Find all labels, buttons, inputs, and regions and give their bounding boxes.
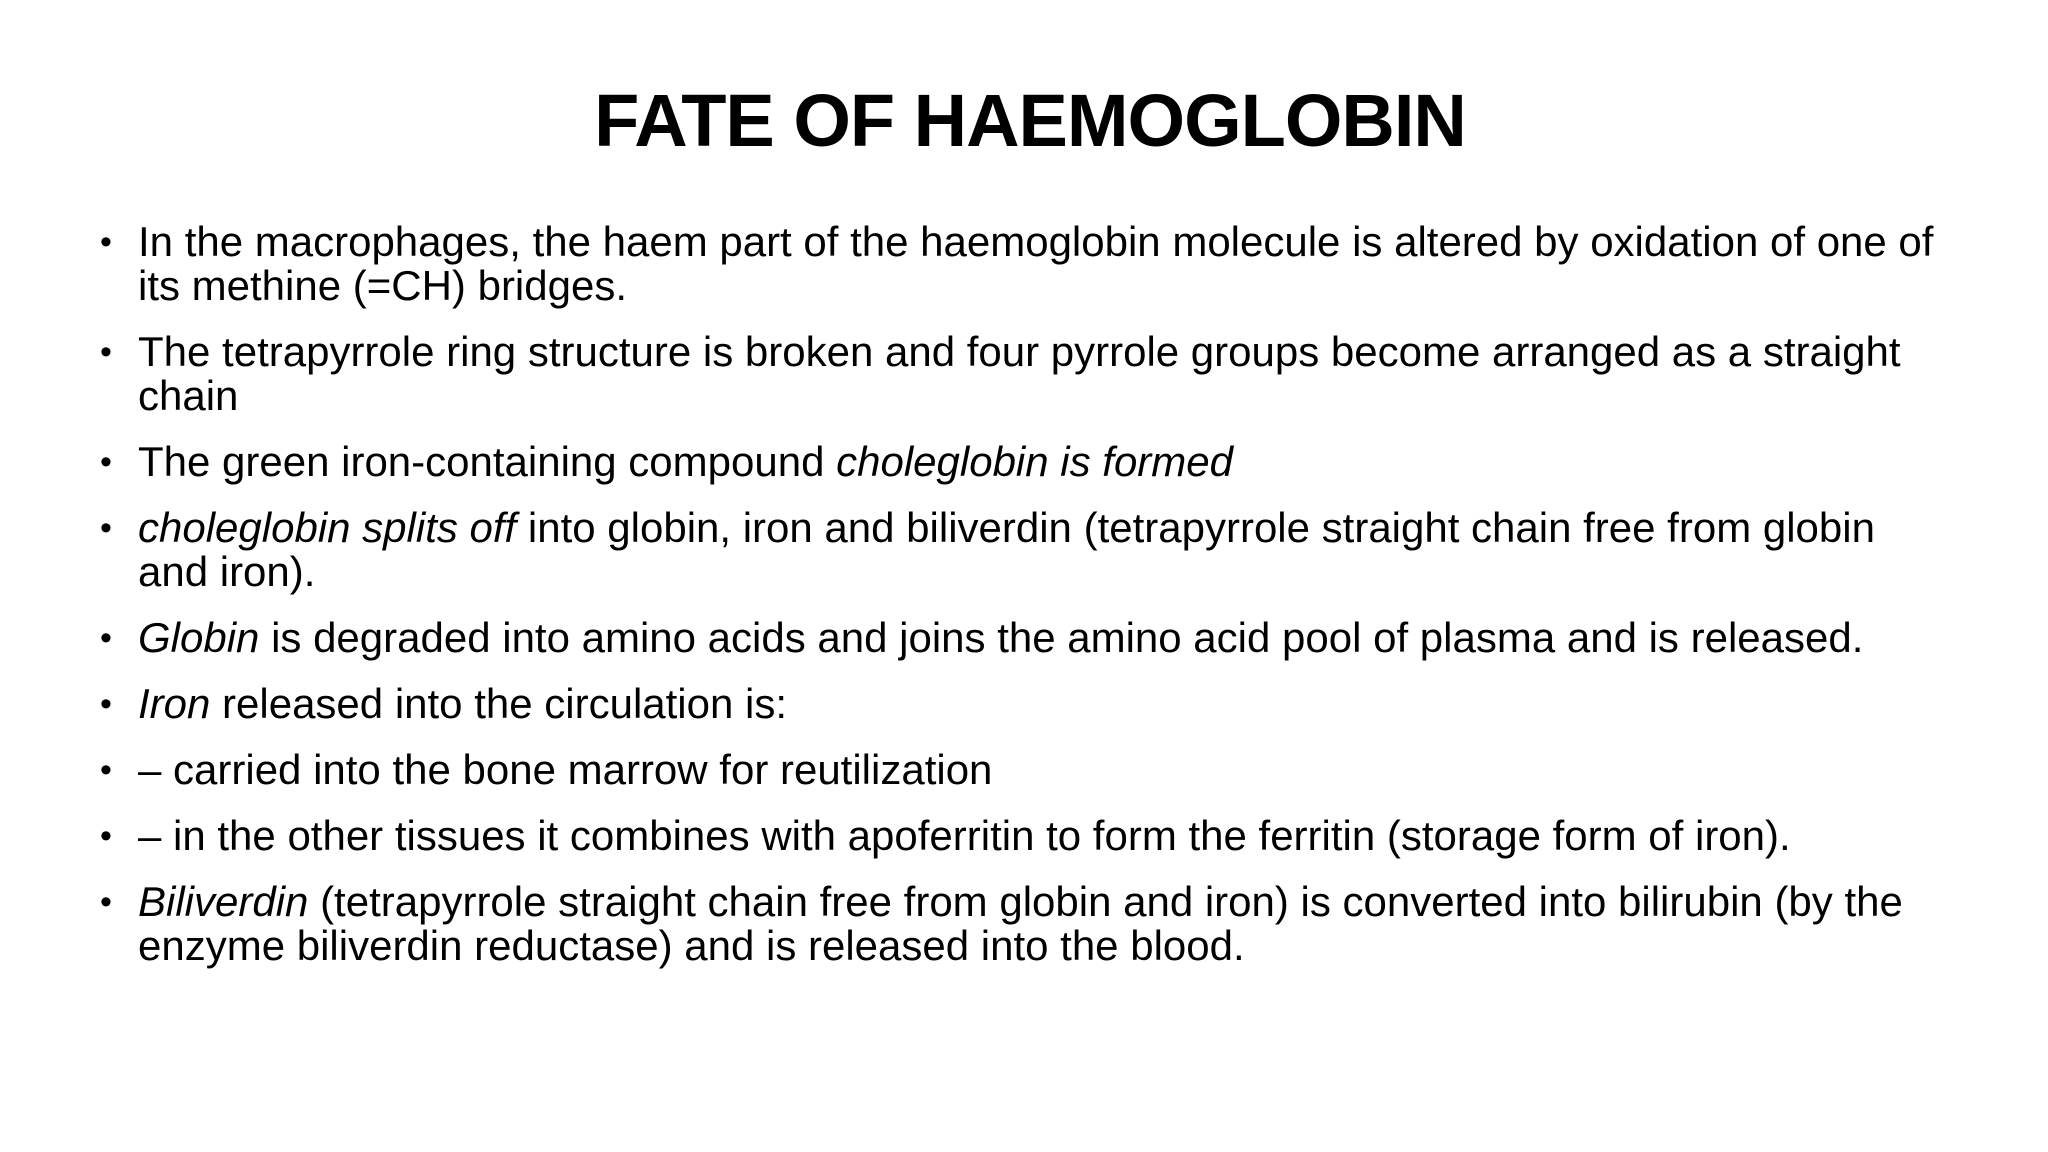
bullet-list [100, 220, 1940, 990]
bullet-text: (tetrapyrrole straight chain free from globin and iron) is converted into bilirubin (by the enzyme biliverdin reductase) and is released into the blood. [138, 878, 1903, 969]
bullet-text-italic: Globin [138, 614, 260, 661]
bullet-text: The green iron-containing compound [138, 438, 837, 485]
slide-title: FATE OF HAEMOGLOBIN [594, 79, 1466, 162]
bullet-item [100, 330, 1940, 418]
bullet-text: – carried into the bone marrow for reutilization [138, 746, 993, 793]
bullet-text: The tetrapyrrole ring structure is broken and four pyrrole groups become arranged as a straight chain [138, 328, 1901, 419]
bullet-item [100, 440, 1940, 484]
bullet-item [100, 220, 1940, 308]
bullet-text-italic: Biliverdin [138, 878, 309, 925]
bullet-text-italic: choleglobin is formed [836, 438, 1233, 485]
bullet-item [100, 814, 1940, 858]
bullet-marker: • [100, 817, 112, 855]
bullet-item [100, 682, 1940, 726]
bullet-item [100, 506, 1940, 594]
bullet-marker: • [100, 509, 112, 547]
bullet-marker: • [100, 443, 112, 481]
bullet-marker: • [100, 223, 112, 261]
bullet-text-italic: Iron [138, 680, 211, 727]
bullet-text: is degraded into amino acids and joins the amino acid pool of plasma and is released. [259, 614, 1864, 661]
bullet-item [100, 880, 1940, 968]
bullet-item [100, 748, 1940, 792]
bullet-text: In the macrophages, the haem part of the haemoglobin molecule is altered by oxidation of one of its methine (=CH) bridges. [138, 218, 1934, 309]
bullet-marker: • [100, 619, 112, 657]
bullet-item [100, 616, 1940, 660]
bullet-marker: • [100, 751, 112, 789]
bullet-text-italic: choleglobin splits off [138, 504, 517, 551]
bullet-marker: • [100, 883, 112, 921]
bullet-text: released into the circulation is: [210, 680, 788, 727]
bullet-text: into globin, iron and biliverdin (tetrapyrrole straight chain free from globin and iron). [138, 504, 1875, 595]
bullet-marker: • [100, 685, 112, 723]
bullet-text: – in the other tissues it combines with apoferritin to form the ferritin (storage form of iron). [138, 812, 1791, 859]
bullet-marker: • [100, 333, 112, 371]
